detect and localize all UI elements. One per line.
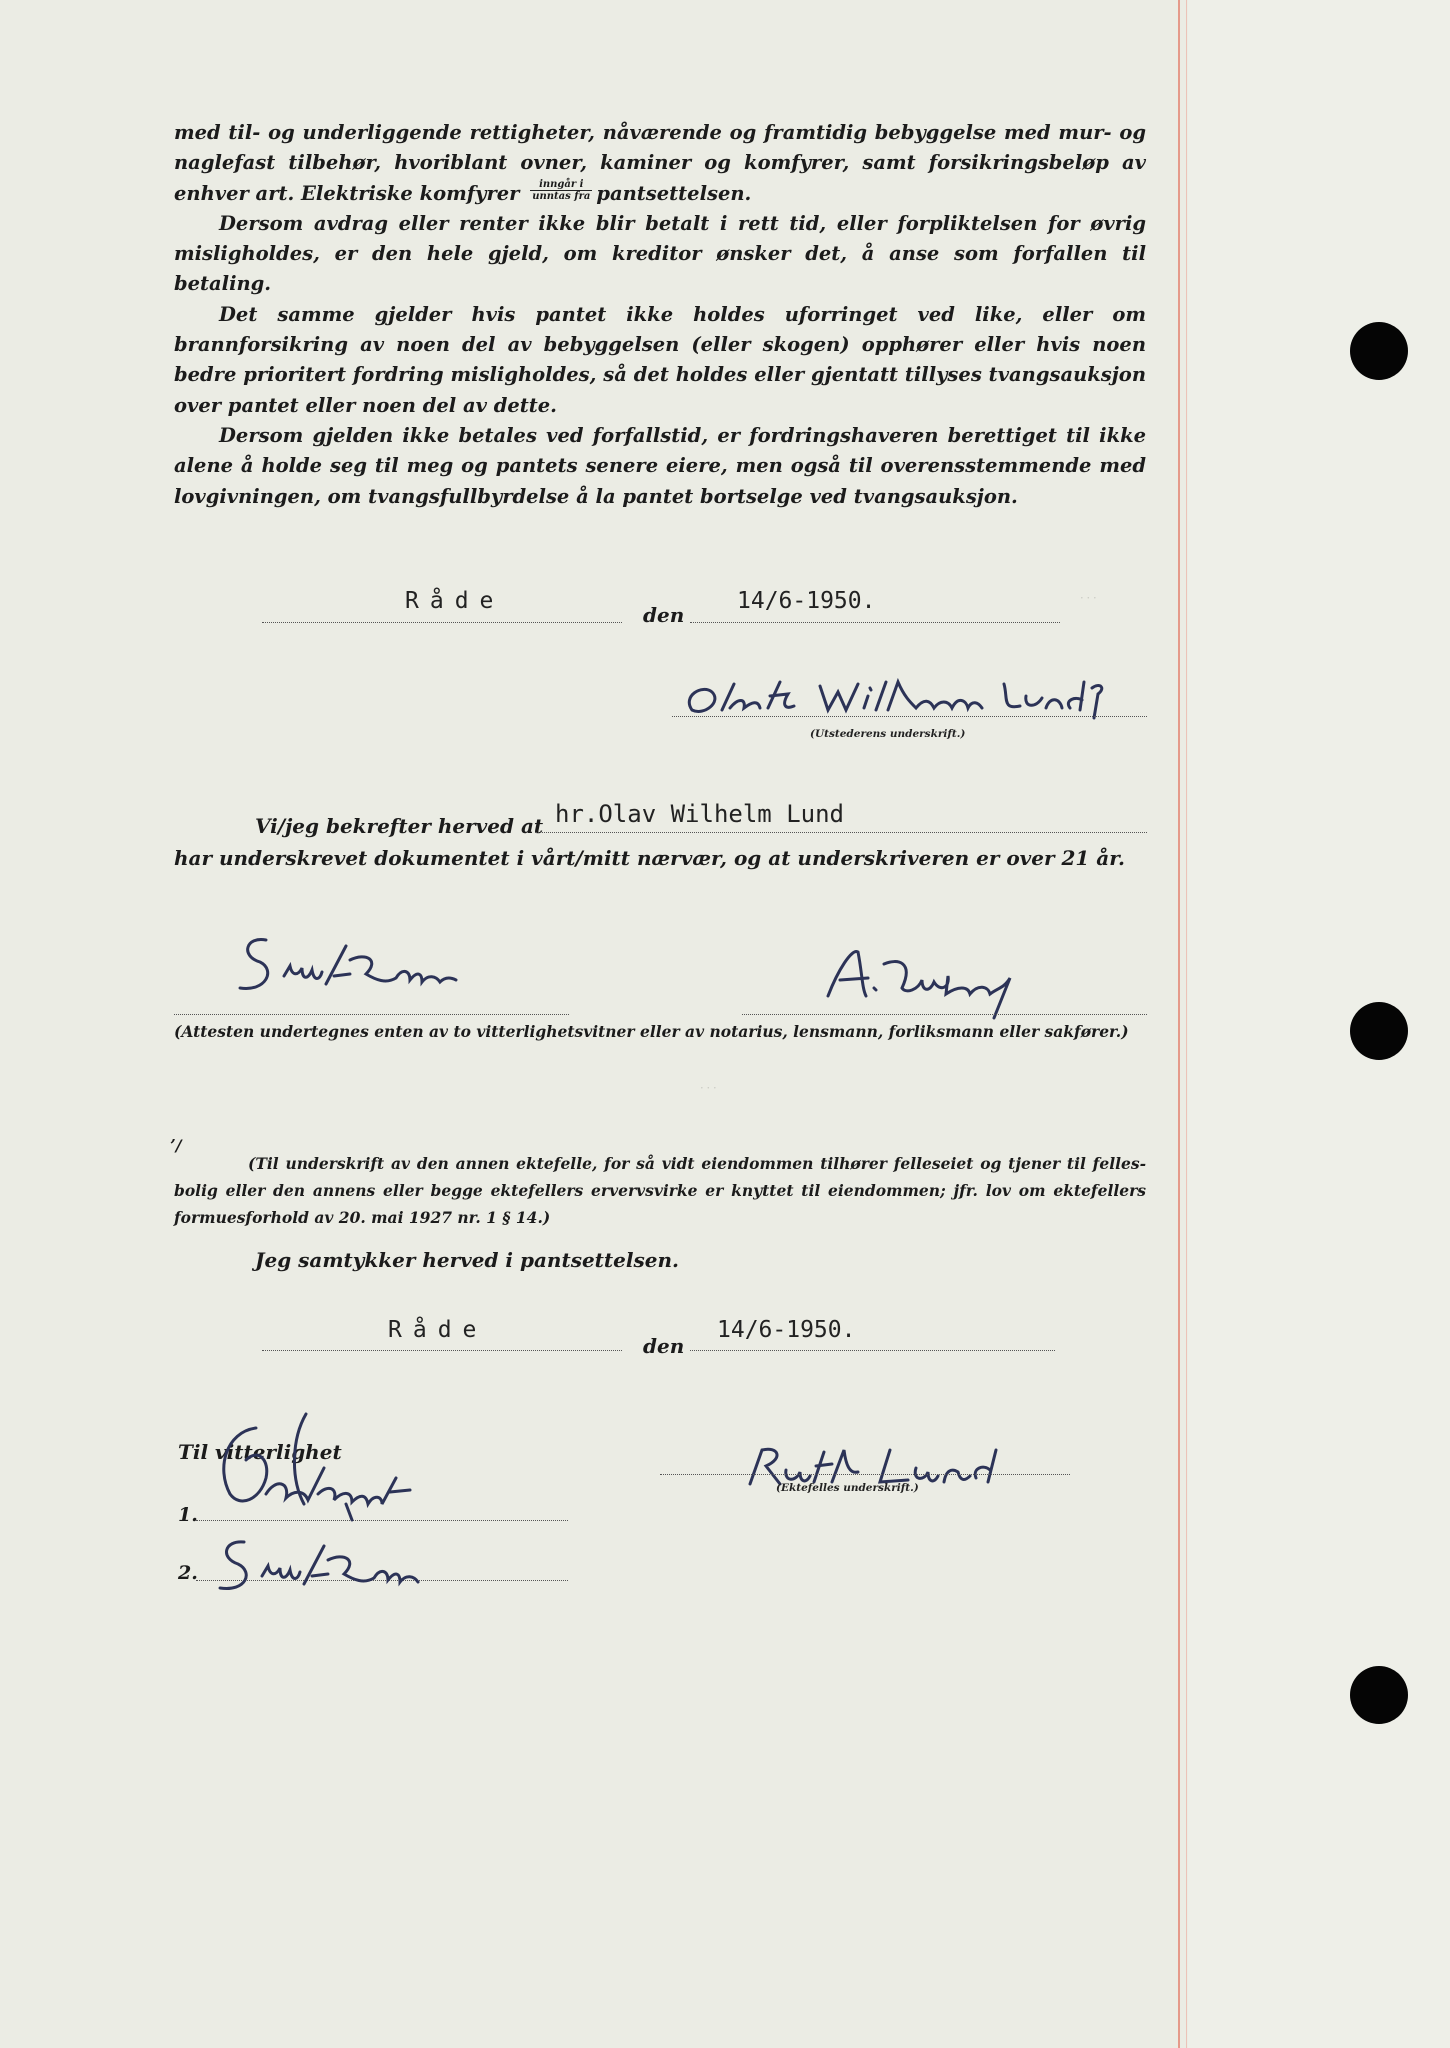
right-margin-area [1188,0,1450,2048]
witness-2-signature [818,942,1088,1022]
terms-paragraph-3: Det samme gjelder hvis pantet ikke holdes uforringet ved like, eller om brannforsikring av noen del av bebyggelsen (eller skogen) opphører eller hvis noen bedre prioritert fordring misligholdes, så det holdes eller gjentatt tillyses tvangsauksjon over pantet eller noen del av dette. [174,302,1146,417]
issuer-signature-line [672,716,1147,717]
spouse-signature-caption: (Ektefelles underskrift.) [776,1482,919,1494]
choice-fraction: $\frac{\text{inngår i}}{\text{unntas fra}}$ [532,178,591,202]
signing-date: 14/6-1950. [737,588,876,614]
issuer-signature-caption: (Utstederens underskrift.) [810,728,966,740]
spouse-date-line [690,1350,1055,1351]
den-label: den [643,603,685,627]
place-dotted-line [262,622,622,623]
terms-paragraph-2: Dersom avdrag eller renter ikke blir betalt i rett tid, eller forpliktelsen for øvrig misligholdes, er den hele gjeld, om kreditor ønsker det, å anse som forfallen til betaling. [174,211,1146,296]
punch-hole-middle [1350,1002,1408,1060]
spouse-witness-2-number: 2. [178,1562,198,1584]
witness-2-line [742,1014,1147,1015]
witness-1-line [174,1014,569,1015]
confirmation-prefix: Vi/jeg bekrefter herved at [255,814,544,838]
bleed-through-mark: · · · [1080,590,1097,605]
confirmation-line-2: har underskrevet dokumentet i vårt/mitt nærvær, og at underskriveren er over 21 år. [174,846,1125,870]
spouse-place-line [262,1350,622,1351]
date-dotted-line [690,622,1060,623]
signing-place: Råde [405,588,505,614]
pledge-terms-text [174,118,1146,512]
spouse-witness-1-number: 1. [178,1504,198,1526]
spouse-signature-line [660,1474,1070,1475]
witness-1-signature [226,930,526,1010]
name-dotted-line [535,832,1147,833]
margin-rule-secondary [1186,0,1187,2048]
spouse-den-label: den [643,1334,685,1358]
punch-hole-top [1350,322,1408,380]
spouse-signing-place: Råde [388,1317,488,1343]
terms-paragraph-1: med til- og underliggende rettigheter, nåværende og framtidig bebyggelse med mur- og naglefast tilbehør, hvoriblant ovner, kaminer og komfyrer, samt forsikringsbeløp av enhver art. Elektriske komfyrer $\frac{\text{inngår i}}{\text{unntas fra}}$ pantsettelsen. [174,121,1146,205]
spouse-consent: Jeg samtykker herved i pantsettelsen. [255,1248,679,1272]
confirmed-signer-name: hr.Olav Wilhelm Lund [555,800,844,828]
margin-rule [1178,0,1180,2048]
stray-mark: ʼ/ [170,1136,182,1155]
spouse-witness-2-signature [210,1534,530,1604]
attestation-note: (Attesten undertegnes enten av to vitterlighetsvitner eller av notarius, lensmann, forliksmann eller sakfører.) [174,1022,1129,1041]
bleed-through-mark: · · · [700,1080,717,1095]
witness-heading: Til vitterlighet [178,1440,342,1464]
terms-paragraph-4: Dersom gjelden ikke betales ved forfallstid, er fordringshaveren berettiget til ikke alene å holde seg til meg og pantets senere eiere, men også til overensstemmende med lovgivningen, om tvangsfullbyrdelse å la pantet bortselge ved tvangsauksjon. [174,423,1146,508]
spouse-signing-date: 14/6-1950. [717,1317,856,1343]
punch-hole-bottom [1350,1666,1408,1724]
spouse-legal-note: (Til underskrift av den annen ektefelle, for så vidt eiendommen tilhører felleseiet og tjener til fellesbolig eller den annens eller begge ektefellers ervervsvirke er knyttet til eiendommen; jfr. lov om ektefellers formuesforhold av 20. mai 1927 nr. 1 § 14.) [174,1154,1146,1227]
spouse-witness-1-signature [196,1408,516,1528]
issuer-signature [672,678,1152,728]
